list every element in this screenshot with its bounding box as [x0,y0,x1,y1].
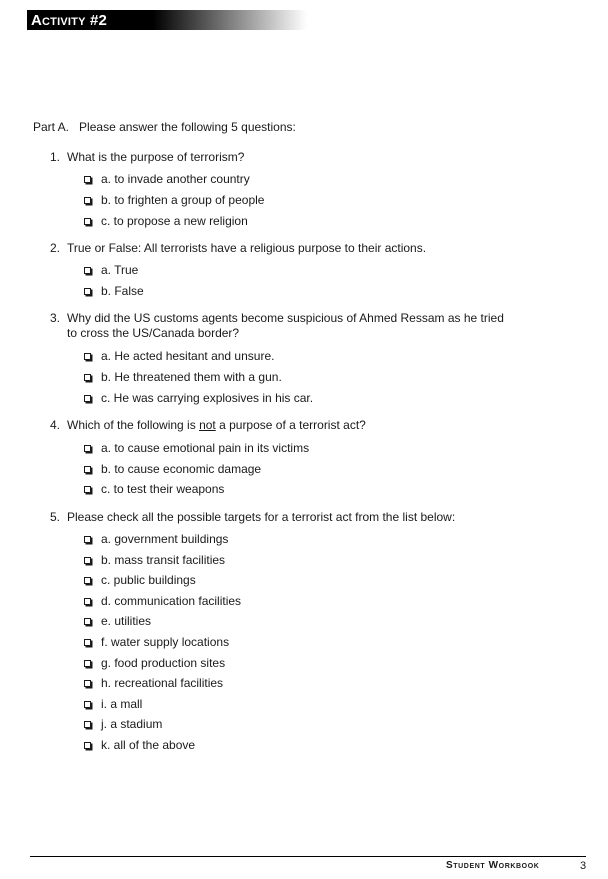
option-5h[interactable] [84,676,223,690]
option-5d[interactable] [84,594,241,608]
question-number: 4. [50,418,61,432]
checkbox-icon[interactable] [84,598,91,605]
question-number: 2. [50,241,61,255]
option-5e[interactable] [84,614,151,628]
checkbox-icon[interactable] [84,197,91,204]
option-label: k. all of the above [101,738,196,752]
checkbox-icon[interactable] [84,742,91,749]
activity-header-bar [27,10,307,30]
option-label: b. mass transit facilities [101,553,226,567]
question-number: 3. [50,311,61,325]
option-5b[interactable] [84,553,225,567]
option-label: g. food production sites [101,656,226,670]
option-label: b. to frighten a group of people [101,193,265,207]
option-5i[interactable] [84,697,142,711]
option-label: d. communication facilities [101,594,242,608]
question-number: 1. [50,150,61,164]
question-text-emphasis: not [199,418,216,432]
option-label: b. to cause economic damage [101,462,262,476]
footer-divider [30,856,586,857]
footer-label: Student Workbook [446,860,540,871]
checkbox-icon[interactable] [84,721,91,728]
checkbox-icon[interactable] [84,466,91,473]
option-label: a. to cause emotional pain in its victims [101,441,310,455]
checkbox-icon[interactable] [84,395,91,402]
activity-title: Activity #2 [31,12,108,29]
option-5j[interactable] [84,717,162,731]
option-label: c. to propose a new religion [101,214,248,228]
question-text-post: a purpose of a terrorist act? [215,418,366,432]
option-label: c. He was carrying explosives in his car. [101,391,314,405]
checkbox-icon[interactable] [84,536,91,543]
option-label: i. a mall [101,697,143,711]
option-label: h. recreational facilities [101,676,224,690]
checkbox-icon[interactable] [84,288,91,295]
option-label: a. government buildings [101,532,229,546]
checkbox-icon[interactable] [84,680,91,687]
option-3a[interactable] [84,349,274,363]
question-text: True or False: All terrorists have a religious purpose to their actions. [67,241,427,255]
part-a-instruction [33,120,296,134]
option-label: a. True [101,263,139,277]
option-4a[interactable] [84,441,309,455]
checkbox-icon[interactable] [84,557,91,564]
question-5 [50,510,510,525]
question-text-pre: Which of the following is [67,418,200,432]
option-5c[interactable] [84,573,196,587]
option-label: f. water supply locations [101,635,230,649]
option-1a[interactable] [84,172,250,186]
question-1 [50,150,510,165]
checkbox-icon[interactable] [84,353,91,360]
option-5f[interactable] [84,635,229,649]
question-text: Please check all the possible targets for a terrorist act from the list below: [67,510,456,524]
checkbox-icon[interactable] [84,176,91,183]
option-label: a. to invade another country [101,172,250,186]
checkbox-icon[interactable] [84,701,91,708]
question-2 [50,241,510,256]
option-5k[interactable] [84,738,195,752]
option-1b[interactable] [84,193,264,207]
question-text-line2: to cross the US/Canada border? [67,326,240,340]
question-text-line1: Why did the US customs agents become suspicious of Ahmed Ressam as he tried [67,311,504,325]
checkbox-icon[interactable] [84,618,91,625]
question-3 [50,311,510,341]
page-number: 3 [580,860,587,872]
checkbox-icon[interactable] [84,374,91,381]
option-5a[interactable] [84,532,228,546]
question-number: 5. [50,510,61,524]
instruction-text: Please answer the following 5 questions: [79,120,296,134]
option-3b[interactable] [84,370,282,384]
option-4c[interactable] [84,482,224,496]
checkbox-icon[interactable] [84,486,91,493]
option-4b[interactable] [84,462,261,476]
checkbox-icon[interactable] [84,577,91,584]
question-4 [50,418,510,433]
checkbox-icon[interactable] [84,639,91,646]
option-2b[interactable] [84,284,144,298]
option-label: b. False [101,284,144,298]
option-label: c. public buildings [101,573,196,587]
option-5g[interactable] [84,656,225,670]
option-label: e. utilities [101,614,152,628]
option-label: j. a stadium [101,717,163,731]
checkbox-icon[interactable] [84,218,91,225]
checkbox-icon[interactable] [84,267,91,274]
option-label: b. He threatened them with a gun. [101,370,282,384]
part-label: Part A. [33,120,70,134]
option-3c[interactable] [84,391,313,405]
option-1c[interactable] [84,214,248,228]
question-text: What is the purpose of terrorism? [67,150,245,164]
option-label: a. He acted hesitant and unsure. [101,349,275,363]
option-2a[interactable] [84,263,138,277]
checkbox-icon[interactable] [84,445,91,452]
option-label: c. to test their weapons [101,482,225,496]
checkbox-icon[interactable] [84,660,91,667]
